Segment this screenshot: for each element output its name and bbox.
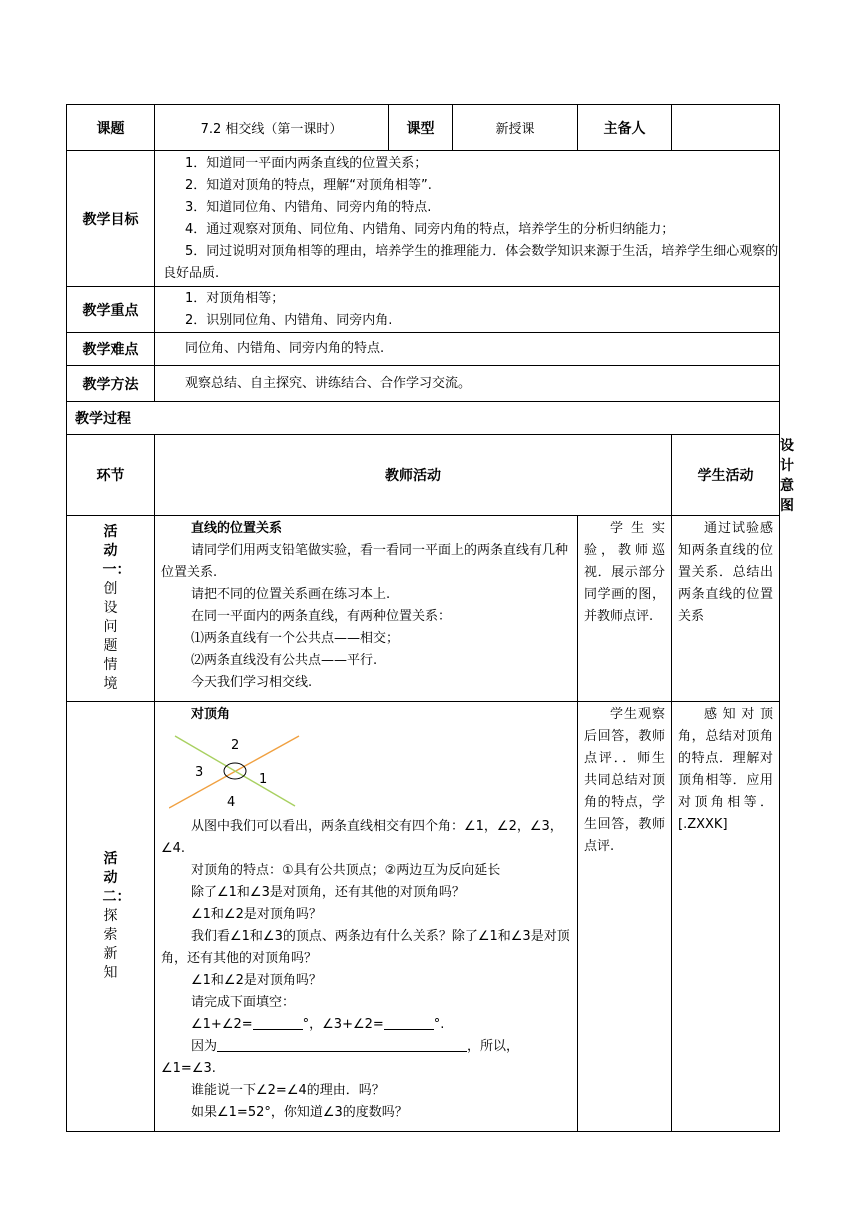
goal-line: 5．同过说明对顶角相等的理由，培养学生的推理能力．体会数学知识来源于生活，培养学生细心观察的良好品质. bbox=[163, 243, 779, 281]
header-type-label: 课型 bbox=[389, 105, 453, 151]
act1-student bbox=[578, 516, 672, 702]
difficulty-text: 同位角、内错角、同旁内角的特点. bbox=[185, 341, 385, 357]
col-stage: 环节 bbox=[67, 435, 155, 516]
goal-line: 4．通过观察对顶角、同位角、内错角、同旁内角的特点，培养学生的分析归纳能力； bbox=[185, 221, 675, 237]
act2-teacher bbox=[155, 702, 578, 1132]
intersecting-lines-figure bbox=[161, 726, 573, 816]
act2-heading: 对顶角 bbox=[191, 707, 231, 722]
act2-line: 如果∠1=52°，你知道∠3的度数吗？ bbox=[191, 1105, 408, 1120]
header-preparer-label: 主备人 bbox=[578, 105, 672, 151]
goals-content bbox=[155, 151, 780, 287]
fill-in-line-2 bbox=[161, 1036, 573, 1080]
method-content bbox=[155, 366, 780, 402]
angle-label-3: 3 bbox=[195, 765, 204, 780]
act1-line: 请同学们用两支铅笔做实验，看一看同一平面上的两条直线有几种位置关系. bbox=[161, 543, 569, 580]
act1-intent bbox=[672, 516, 780, 702]
fill1-part-b: °，∠3+∠2= bbox=[302, 1017, 384, 1032]
act1-heading: 直线的位置关系 bbox=[191, 521, 283, 536]
act2-line: 请完成下面填空： bbox=[191, 995, 296, 1010]
header-topic-value: 7.2 相交线（第一课时） bbox=[155, 105, 389, 151]
act1-stage bbox=[67, 516, 155, 702]
goal-line: 2．知道对顶角的特点，理解“对顶角相等”. bbox=[185, 177, 432, 193]
method-text: 观察总结、自主探究、讲练结合、合作学习交流。 bbox=[185, 375, 472, 391]
act1-line: ⑴两条直线有一个公共点——相交； bbox=[191, 631, 400, 646]
blank-1[interactable] bbox=[253, 1015, 303, 1030]
goals-label: 教学目标 bbox=[67, 151, 155, 287]
act2-intent-text: 感知对顶角，总结对顶角的特点．理解对顶角相等．应用对顶角相等．[.ZXXK] bbox=[678, 707, 773, 832]
act2-line: 谁能说一下∠2=∠4的理由．吗？ bbox=[191, 1083, 385, 1098]
fill1-part-c: °. bbox=[433, 1017, 445, 1032]
act2-line: ∠1和∠2是对顶角吗？ bbox=[191, 973, 322, 988]
act2-stage-sub: 探索新知 bbox=[103, 908, 118, 981]
key-label: 教学重点 bbox=[67, 287, 155, 333]
difficulty-content bbox=[155, 333, 780, 366]
act2-stage-title: 活动二： bbox=[102, 851, 131, 905]
act1-teacher bbox=[155, 516, 578, 702]
act2-student bbox=[578, 702, 672, 1132]
key-content bbox=[155, 287, 780, 333]
process-heading: 教学过程 bbox=[67, 402, 780, 435]
act1-line: 今天我们学习相交线. bbox=[191, 675, 313, 690]
act1-student-text: 学生实验，教师巡视．展示部分同学画的图，并教师点评. bbox=[584, 521, 665, 624]
header-preparer-value bbox=[672, 105, 780, 151]
intersecting-lines-svg bbox=[169, 726, 319, 812]
act2-intent bbox=[672, 702, 780, 1132]
act1-stage-sub: 创设问题情境 bbox=[103, 581, 118, 692]
col-student: 学生活动 bbox=[672, 435, 780, 516]
fill1-part-a: ∠1+∠2= bbox=[191, 1017, 253, 1032]
act1-stage-title: 活动一： bbox=[102, 524, 131, 578]
act2-student-text: 学生观察后回答，教师点评．．师生共同总结对顶角的特点，学生回答，教师点评. bbox=[584, 707, 665, 854]
act2-stage bbox=[67, 702, 155, 1132]
method-label: 教学方法 bbox=[67, 366, 155, 402]
blank-2[interactable] bbox=[384, 1015, 434, 1030]
goal-line: 3．知道同位角、内错角、同旁内角的特点. bbox=[185, 199, 432, 215]
angle-label-1: 1 bbox=[259, 772, 268, 787]
key-line: 1．对顶角相等； bbox=[185, 290, 285, 306]
angle-label-2: 2 bbox=[231, 738, 240, 753]
blank-3[interactable] bbox=[217, 1037, 467, 1052]
act1-line: 请把不同的位置关系画在练习本上. bbox=[191, 587, 391, 602]
act1-line: 在同一平面内的两条直线，有两种位置关系： bbox=[191, 609, 452, 624]
key-line: 2．识别同位角、内错角、同旁内角. bbox=[185, 312, 393, 328]
act1-intent-text: 通过试验感知两条直线的位置关系．总结出两条直线的位置关系 bbox=[678, 521, 773, 624]
fill2-part-a: 因为 bbox=[191, 1039, 218, 1054]
act2-line: 除了∠1和∠3是对顶角，还有其他的对顶角吗？ bbox=[191, 885, 465, 900]
act2-line: 我们看∠1和∠3的顶点、两条边有什么关系？除了∠1和∠3是对顶角，还有其他的对顶角吗？ bbox=[161, 929, 570, 966]
act2-line: ∠1和∠2是对顶角吗？ bbox=[191, 907, 322, 922]
goal-line: 1．知道同一平面内两条直线的位置关系； bbox=[185, 155, 428, 171]
act2-line: 从图中我们可以看出，两条直线相交有四个角：∠1，∠2，∠3，∠4. bbox=[161, 819, 563, 856]
act2-line: 对顶角的特点：①具有公共顶点；②两边互为反向延长 bbox=[191, 863, 501, 878]
fill2-part-b: ，所以，∠1=∠3. bbox=[161, 1039, 520, 1076]
fill-in-line-1 bbox=[161, 1014, 573, 1036]
header-topic-label: 课题 bbox=[67, 105, 155, 151]
lesson-plan-table: 课题 7.2 相交线（第一课时） 课型 新授课 主备人 教学目标 1．知道同一平面内两条直线的位置关系； 2．知道对顶角的特点，理解“对顶角相等”. 3．知道同位角、内错角、同旁内角的特点. 4．通过观察对顶角、同位角、内错角、同旁内角的特点，培养学生的分析归纳能力； 5．同过说明对顶角相等的理由，培养学生的推理能力．体会数学知识来源于生活，培养学生细心观察的良好品质. 教学重点 1．对顶角相等； 2．识别同位角、内错角、同旁内角. 教学难点 同位角、内错角、同旁内角的特点. 教学方法 观察总结、自主探究、讲练结合、合作学习交流。 教学过程 环节 教师活动 学生活动 设计意图 活动一：创设问题情境 直线的位置关系 请同学们用两支铅笔做实验，看一看同一平面上的两条直线有几种位置关系. 请把不同的位置关系画在练习本上. 在同一平面内的两条直线，有两种位置关系： ⑴两条直线有一个公共点——相交； ⑵两条直线没有公共点——平行. 今天我们学习相交线. 学生实验，教师巡视．展示部分同学画的图，并教师点评. 通过试验感知两条直线的位置关系．总结出两条直线的位置关系 活动二：探索新知 对顶角 2 3 1 4 从图中我们可以看出，两条直线相交有四个角：∠1，∠2，∠3，∠4. 对顶角的特点：①具有公共顶点；②两边互为反向延长 除了∠1和∠3是对顶角，还有其他的对顶角吗？ ∠1和∠2是对顶角吗？ 我们看∠1和∠3的顶点、两条边有什么关系？除了∠1和∠3是对顶角，还有其他的对顶角吗？ ∠1和∠2是对顶角吗？ 请完成下面填空： ∠1+∠2= °，∠3+∠2= °. 因为 ，所以，∠1=∠3. 谁能说一下∠2=∠4的理由．吗？ 如果∠1=52°，你知道∠3的度数吗？ 学生观察后回答，教师点评．．师生共同总结对顶角的特点，学生回答，教师点评. 感知对顶角，总结对顶角的特点．理解对顶角相等．应用对顶角相等．[.ZXXK] bbox=[66, 104, 780, 1132]
difficulty-label: 教学难点 bbox=[67, 333, 155, 366]
col-teacher: 教师活动 bbox=[155, 435, 672, 516]
act1-line: ⑵两条直线没有公共点——平行. bbox=[191, 653, 378, 668]
angle-label-4: 4 bbox=[227, 795, 236, 810]
header-type-value: 新授课 bbox=[453, 105, 578, 151]
